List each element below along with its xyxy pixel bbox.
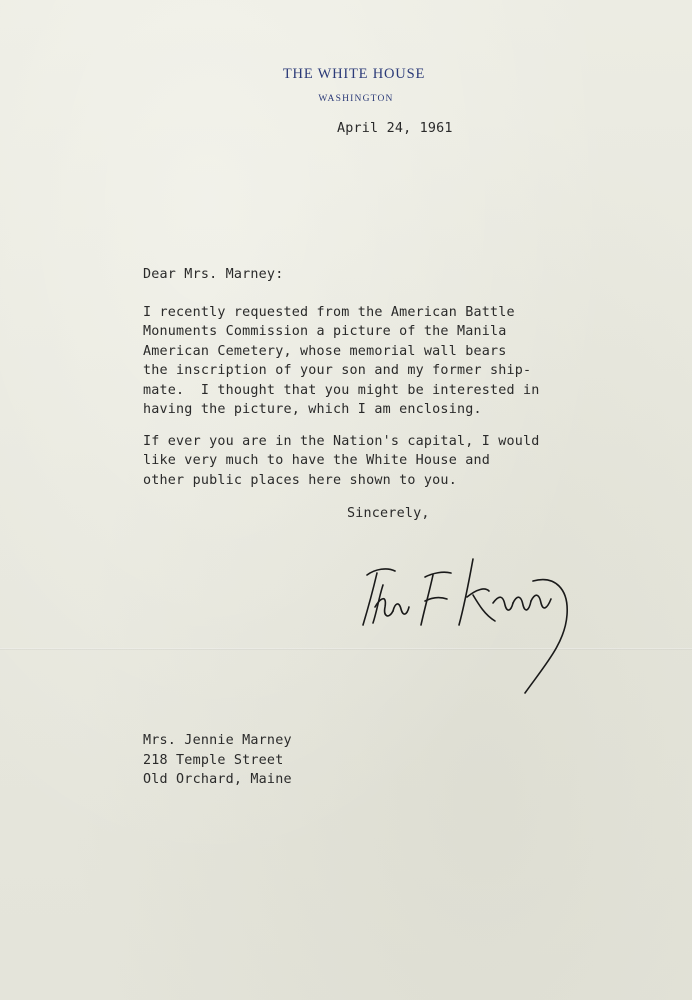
paragraph-line: like very much to have the White House and xyxy=(143,453,490,469)
body-paragraph-2 xyxy=(143,432,563,490)
paper-fold-crease xyxy=(0,648,692,650)
paragraph-line: Monuments Commission a picture of the Manila xyxy=(143,324,507,340)
recipient-city: Old Orchard, Maine xyxy=(143,772,292,788)
closing: Sincerely, xyxy=(347,506,430,521)
paragraph-line: the inscription of your son and my former ship- xyxy=(143,363,532,379)
paragraph-line: American Cemetery, whose memorial wall bears xyxy=(143,343,507,359)
paragraph-line: If ever you are in the Nation's capital, I would xyxy=(143,434,540,449)
paragraph-line: having the picture, which I am enclosing. xyxy=(143,401,482,417)
recipient-street: 218 Temple Street xyxy=(143,752,284,768)
letterhead-city: WASHINGTON xyxy=(318,94,394,104)
recipient-name: Mrs. Jennie Marney xyxy=(143,733,292,748)
letter-date: April 24, 1961 xyxy=(337,121,453,136)
paragraph-line: I recently requested from the American Battle xyxy=(143,305,515,320)
paragraph-line: mate. I thought that you might be interested in xyxy=(143,382,540,398)
handwritten-signature xyxy=(355,545,585,700)
letterhead-title: THE WHITE HOUSE xyxy=(282,66,426,82)
body-paragraph-1 xyxy=(143,303,563,419)
recipient-address xyxy=(143,731,292,790)
salutation: Dear Mrs. Marney: xyxy=(143,267,284,282)
paragraph-line: other public places here shown to you. xyxy=(143,472,457,488)
